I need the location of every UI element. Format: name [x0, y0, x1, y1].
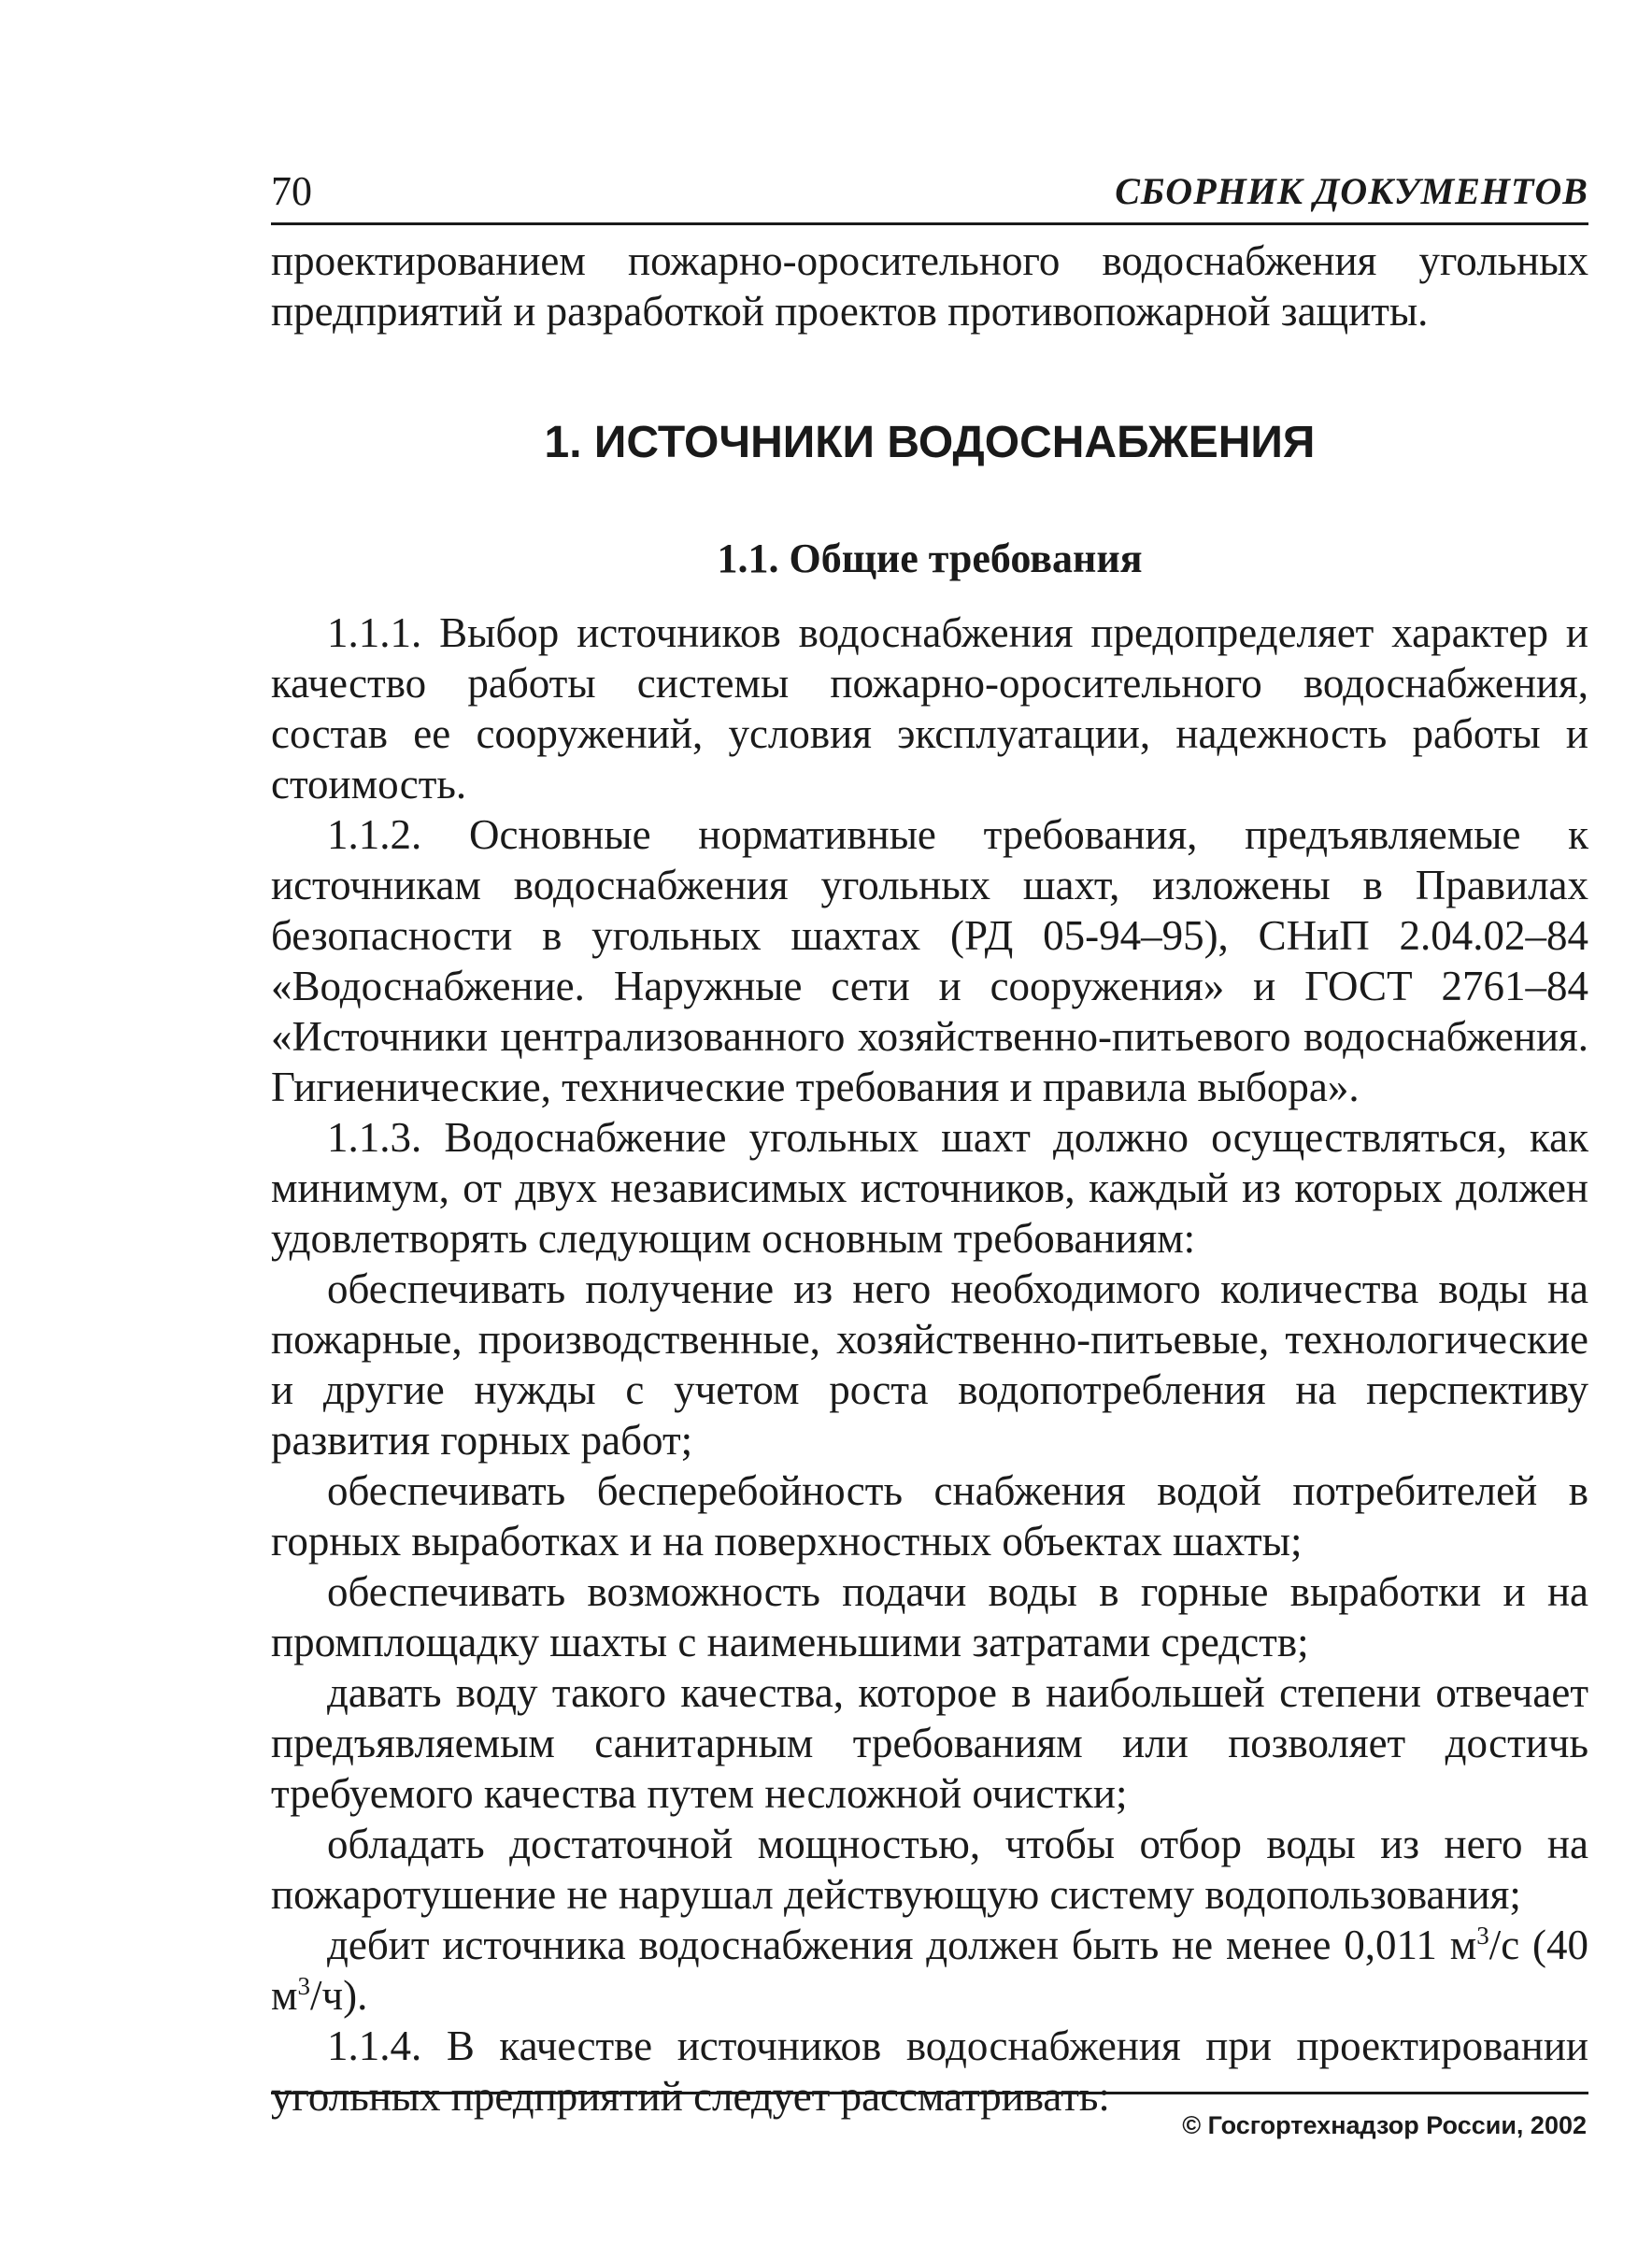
requirement-item: обеспечивать бесперебойность снабжения водой потребителей в горных выработках и на поверхностных объектах шахты; — [271, 1467, 1588, 1565]
page-header — [271, 164, 1588, 220]
paragraph-1-1-2: 1.1.2. Основные нормативные требования, предъявляемые к источникам водоснабжения угольных шахт, изложены в Правилах безопасности в угольных шахтах (РД 05-94–95), СНиП 2.04.02–84 «Водоснабжение. Наружные сети и сооружения» и ГОСТ 2761–84 «Источники централизованного хозяйственно-питьевого водоснабжения. Гигиенические, технические требования и правила выбора». — [271, 811, 1588, 1110]
copyright-notice: © Госгортехнадзор России, 2002 — [1182, 2111, 1587, 2139]
header-rule — [271, 222, 1588, 225]
paragraph-1-1-4: 1.1.4. В качестве источников водоснабжения при проектировании угольных предприятий следует рассматривать: — [271, 2022, 1588, 2120]
debit-text-before: дебит источника водоснабжения должен быть не менее 0,011 м — [327, 1922, 1477, 1968]
intro-paragraph: проектированием пожарно-оросительного водоснабжения угольных предприятий и разработкой проектов противопожарной защиты. — [271, 237, 1588, 335]
requirement-item: давать воду такого качества, которое в наибольшей степени отвечает предъявляемым санитарным требованиям или позволяет достичь требуемого качества путем несложной очистки; — [271, 1669, 1588, 1817]
subsection-title: 1.1. Общие требования — [717, 536, 1143, 581]
requirement-item-debit — [271, 1920, 1588, 2021]
running-title: СБОРНИК ДОКУМЕНТОВ — [1115, 170, 1588, 212]
requirement-item: обеспечивать получение из него необходимого количества воды на пожарные, производственные, хозяйственно-питьевые, технологические и другие нужды с учетом роста водопотребления на перспективу развития горных работ; — [271, 1265, 1588, 1464]
debit-text-after: /ч). — [309, 1972, 368, 2019]
body-text — [271, 236, 1588, 2122]
requirement-item: обладать достаточной мощностью, чтобы отбор воды из него на пожаротушение не нарушал действующую систему водопользования; — [271, 1821, 1588, 1918]
debit-superscript-1: 3 — [1476, 1922, 1489, 1950]
debit-superscript-2: 3 — [297, 1972, 310, 2000]
footer-rule — [271, 2092, 1588, 2094]
paragraph-1-1-1: 1.1.1. Выбор источников водоснабжения предопределяет характер и качество работы системы пожарно-оросительного водоснабжения, состав ее сооружений, условия эксплуатации, надежность работы и стоимость. — [271, 609, 1588, 807]
debit-text-middle: /с (40 м — [271, 1922, 1588, 2019]
requirement-item: обеспечивать возможность подачи воды в горные выработки и на промплощадку шахты с наименьшими затратами средств; — [271, 1568, 1588, 1665]
paragraph-1-1-3: 1.1.3. Водоснабжение угольных шахт должно осуществляться, как минимум, от двух независимых источников, каждый из которых должен удовлетворять следующим основным требованиям: — [271, 1114, 1588, 1262]
section-title: 1. ИСТОЧНИКИ ВОДОСНАБЖЕНИЯ — [544, 418, 1316, 467]
page-number: 70 — [271, 168, 312, 214]
